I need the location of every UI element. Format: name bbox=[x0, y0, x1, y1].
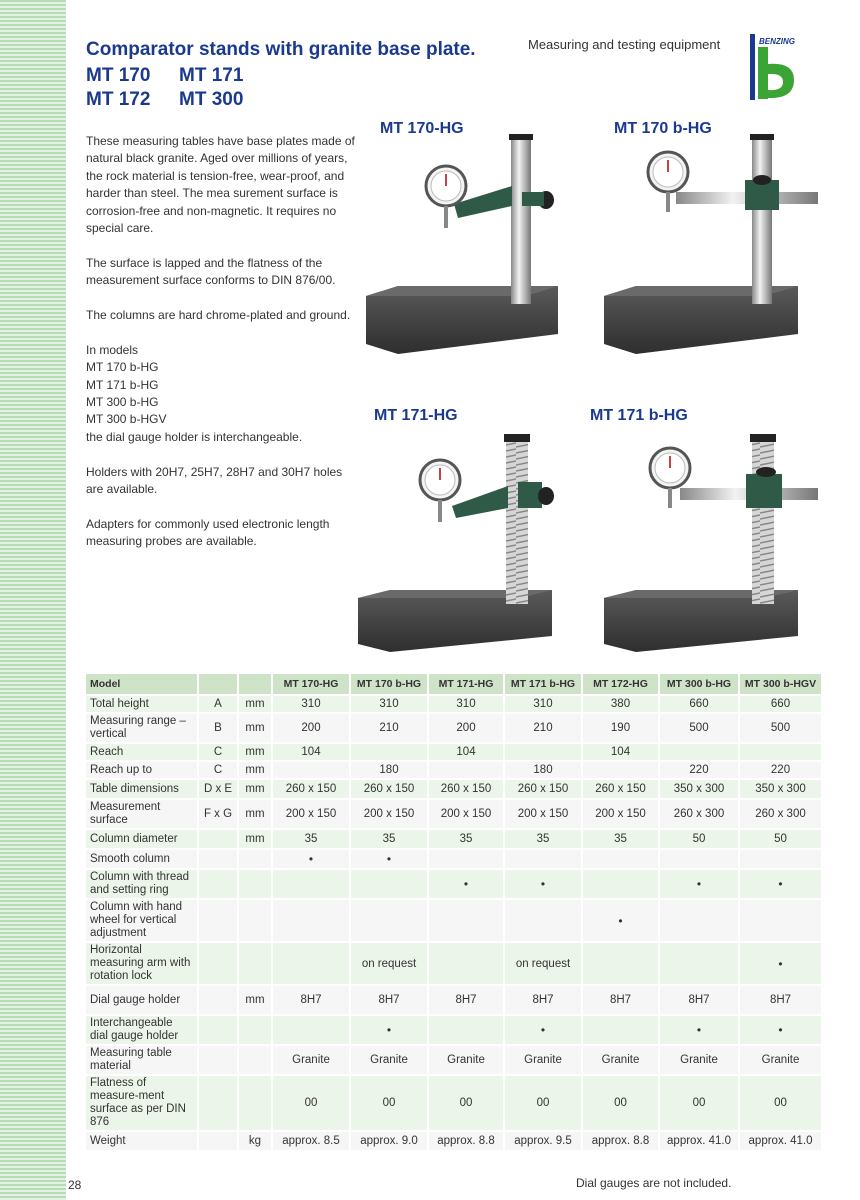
table-row bbox=[86, 1075, 822, 1131]
column-header: MT 300 b-HG bbox=[659, 674, 739, 695]
row-code: C bbox=[198, 761, 238, 779]
feature-dot: • bbox=[739, 869, 822, 899]
row-code bbox=[198, 849, 238, 869]
table-cell: 380 bbox=[582, 695, 659, 713]
footnote: Dial gauges are not included. bbox=[576, 1176, 732, 1190]
table-cell: 104 bbox=[428, 743, 504, 761]
product-image-mt170-b-hg bbox=[600, 128, 822, 360]
column-header: MT 172-HG bbox=[582, 674, 659, 695]
table-cell: 00 bbox=[272, 1075, 350, 1131]
row-label: Weight bbox=[86, 1131, 198, 1151]
table-cell: approx. 9.5 bbox=[504, 1131, 582, 1151]
table-cell: on request bbox=[504, 942, 582, 985]
table-cell: Granite bbox=[504, 1045, 582, 1075]
product-title: MT 171 b-HG bbox=[590, 407, 688, 424]
description-paragraph: The surface is lapped and the flatness of the measurement surface conforms to DIN 876/00. bbox=[86, 255, 336, 288]
row-code: D x E bbox=[198, 779, 238, 799]
product-description bbox=[86, 133, 361, 568]
table-cell: 260 x 150 bbox=[428, 779, 504, 799]
row-unit: mm bbox=[238, 799, 272, 829]
column-header: MT 170-HG bbox=[272, 674, 350, 695]
row-label: Flatness of measure-ment surface as per DIN 876 bbox=[86, 1075, 198, 1131]
table-cell: 500 bbox=[739, 713, 822, 743]
description-paragraph: The columns are hard chrome-plated and ground. bbox=[86, 308, 351, 323]
row-code: A bbox=[198, 695, 238, 713]
model-name: MT 300 bbox=[179, 89, 244, 110]
list-line: MT 170 b-HG bbox=[86, 360, 159, 375]
row-label: Reach up to bbox=[86, 761, 198, 779]
table-cell: 190 bbox=[582, 713, 659, 743]
list-line: MT 171 b-HG bbox=[86, 377, 159, 392]
table-cell: 8H7 bbox=[428, 985, 504, 1015]
table-cell: 260 x 300 bbox=[739, 799, 822, 829]
row-unit bbox=[238, 869, 272, 899]
table-cell: 260 x 150 bbox=[582, 779, 659, 799]
table-cell bbox=[350, 869, 428, 899]
table-cell: approx. 8.8 bbox=[582, 1131, 659, 1151]
row-label: Measuring range – vertical bbox=[86, 713, 198, 743]
table-cell: 200 x 150 bbox=[272, 799, 350, 829]
table-cell bbox=[659, 849, 739, 869]
table-cell: 00 bbox=[659, 1075, 739, 1131]
table-cell: 00 bbox=[739, 1075, 822, 1131]
table-cell: 350 x 300 bbox=[739, 779, 822, 799]
row-code bbox=[198, 942, 238, 985]
row-code bbox=[198, 829, 238, 849]
feature-dot: • bbox=[659, 869, 739, 899]
table-row bbox=[86, 1045, 822, 1075]
table-cell bbox=[659, 743, 739, 761]
table-cell: 210 bbox=[350, 713, 428, 743]
table-cell: 220 bbox=[659, 761, 739, 779]
table-row bbox=[86, 985, 822, 1015]
description-paragraph: Adapters for commonly used electronic length measuring probes are available. bbox=[86, 516, 330, 549]
product-image-mt170-hg bbox=[362, 128, 562, 360]
table-cell bbox=[272, 761, 350, 779]
row-unit bbox=[238, 849, 272, 869]
table-cell: 220 bbox=[739, 761, 822, 779]
table-cell: approx. 41.0 bbox=[659, 1131, 739, 1151]
table-cell: 350 x 300 bbox=[659, 779, 739, 799]
column-header: Model bbox=[86, 674, 198, 695]
table-cell: 8H7 bbox=[504, 985, 582, 1015]
table-cell: 35 bbox=[350, 829, 428, 849]
feature-dot: • bbox=[582, 899, 659, 942]
column-header: MT 171-HG bbox=[428, 674, 504, 695]
table-cell: 260 x 150 bbox=[504, 779, 582, 799]
row-label: Column diameter bbox=[86, 829, 198, 849]
table-cell: 8H7 bbox=[739, 985, 822, 1015]
row-label: Reach bbox=[86, 743, 198, 761]
table-cell: on request bbox=[350, 942, 428, 985]
table-cell: 200 bbox=[428, 713, 504, 743]
row-code bbox=[198, 1015, 238, 1045]
feature-dot: • bbox=[504, 1015, 582, 1045]
row-code bbox=[198, 899, 238, 942]
feature-dot: • bbox=[504, 869, 582, 899]
row-label: Total height bbox=[86, 695, 198, 713]
row-unit: mm bbox=[238, 829, 272, 849]
list-line: MT 300 b-HG bbox=[86, 395, 159, 410]
table-cell bbox=[659, 942, 739, 985]
product-title: MT 170-HG bbox=[380, 120, 464, 137]
table-cell: 00 bbox=[350, 1075, 428, 1131]
table-cell: 180 bbox=[350, 761, 428, 779]
row-label: Measurement surface bbox=[86, 799, 198, 829]
table-cell: 35 bbox=[428, 829, 504, 849]
table-row bbox=[86, 799, 822, 829]
table-row bbox=[86, 713, 822, 743]
table-cell: 00 bbox=[504, 1075, 582, 1131]
row-code bbox=[198, 1045, 238, 1075]
table-cell bbox=[272, 1015, 350, 1045]
table-cell bbox=[272, 899, 350, 942]
feature-dot: • bbox=[659, 1015, 739, 1045]
row-label: Dial gauge holder bbox=[86, 985, 198, 1015]
table-cell: 35 bbox=[582, 829, 659, 849]
table-cell: 104 bbox=[582, 743, 659, 761]
table-cell bbox=[428, 849, 504, 869]
table-cell bbox=[739, 899, 822, 942]
svg-text:BENZING: BENZING bbox=[759, 37, 795, 46]
feature-dot: • bbox=[739, 1015, 822, 1045]
product-title: MT 171-HG bbox=[374, 407, 458, 424]
list-line: the dial gauge holder is interchangeable. bbox=[86, 429, 303, 444]
table-cell: 200 bbox=[272, 713, 350, 743]
category-label: Measuring and testing equipment bbox=[528, 37, 721, 52]
table-cell: 200 x 150 bbox=[350, 799, 428, 829]
page-number: 28 bbox=[68, 1178, 82, 1192]
table-cell: 200 x 150 bbox=[504, 799, 582, 829]
product-image-mt171-b-hg bbox=[600, 430, 822, 658]
list-line: In models bbox=[86, 342, 139, 357]
table-cell: approx. 8.5 bbox=[272, 1131, 350, 1151]
feature-dot: • bbox=[350, 1015, 428, 1045]
table-cell: 104 bbox=[272, 743, 350, 761]
table-cell: Granite bbox=[272, 1045, 350, 1075]
description-paragraph: Holders with 20H7, 25H7, 28H7 and 30H7 holes are available. bbox=[86, 464, 343, 497]
table-cell bbox=[350, 899, 428, 942]
table-cell: approx. 9.0 bbox=[350, 1131, 428, 1151]
table-cell: 200 x 150 bbox=[582, 799, 659, 829]
table-row bbox=[86, 695, 822, 713]
table-cell: 310 bbox=[504, 695, 582, 713]
table-cell: 00 bbox=[428, 1075, 504, 1131]
table-cell: 35 bbox=[504, 829, 582, 849]
benzing-logo bbox=[750, 34, 800, 102]
table-cell bbox=[582, 1015, 659, 1045]
table-cell bbox=[350, 743, 428, 761]
table-cell bbox=[428, 761, 504, 779]
decorative-side-stripe bbox=[0, 0, 66, 1200]
row-unit bbox=[238, 942, 272, 985]
table-row bbox=[86, 1131, 822, 1151]
feature-dot: • bbox=[272, 849, 350, 869]
table-row bbox=[86, 761, 822, 779]
table-cell: 500 bbox=[659, 713, 739, 743]
table-cell: 200 x 150 bbox=[428, 799, 504, 829]
table-cell: Granite bbox=[739, 1045, 822, 1075]
table-cell: 260 x 300 bbox=[659, 799, 739, 829]
row-label: Interchangeable dial gauge holder bbox=[86, 1015, 198, 1045]
table-cell: Granite bbox=[350, 1045, 428, 1075]
table-cell bbox=[659, 899, 739, 942]
feature-dot: • bbox=[739, 942, 822, 985]
table-cell: 8H7 bbox=[350, 985, 428, 1015]
row-label: Horizontal measuring arm with rotation lock bbox=[86, 942, 198, 985]
table-row bbox=[86, 849, 822, 869]
row-code: F x G bbox=[198, 799, 238, 829]
table-cell: 00 bbox=[582, 1075, 659, 1131]
table-row bbox=[86, 1015, 822, 1045]
table-row bbox=[86, 743, 822, 761]
table-cell: 310 bbox=[350, 695, 428, 713]
table-cell bbox=[582, 869, 659, 899]
table-cell bbox=[428, 1015, 504, 1045]
row-label: Column with thread and setting ring bbox=[86, 869, 198, 899]
description-paragraph: These measuring tables have base plates made of natural black granite. Aged over millions of years, the rock material is tension-free, wear-proof, and harder than steel. The mea surement surface is corrosion-free and non-magnetic. It requires no special care. bbox=[86, 134, 355, 236]
table-cell: 210 bbox=[504, 713, 582, 743]
row-unit: mm bbox=[238, 985, 272, 1015]
row-unit: mm bbox=[238, 695, 272, 713]
table-cell bbox=[504, 849, 582, 869]
model-list bbox=[86, 64, 272, 112]
row-code bbox=[198, 869, 238, 899]
table-cell: 310 bbox=[272, 695, 350, 713]
specification-table bbox=[86, 674, 823, 1152]
column-header: MT 171 b-HG bbox=[504, 674, 582, 695]
row-unit: mm bbox=[238, 713, 272, 743]
table-cell: 260 x 150 bbox=[272, 779, 350, 799]
model-name: MT 172 bbox=[86, 89, 151, 110]
table-cell: 8H7 bbox=[272, 985, 350, 1015]
table-cell: Granite bbox=[428, 1045, 504, 1075]
table-cell bbox=[739, 849, 822, 869]
table-cell bbox=[582, 942, 659, 985]
table-cell bbox=[428, 899, 504, 942]
column-header: MT 170 b-HG bbox=[350, 674, 428, 695]
table-cell bbox=[428, 942, 504, 985]
row-unit bbox=[238, 1045, 272, 1075]
row-label: Measuring table material bbox=[86, 1045, 198, 1075]
row-unit: kg bbox=[238, 1131, 272, 1151]
list-line: MT 300 b-HGV bbox=[86, 412, 167, 427]
table-cell: 180 bbox=[504, 761, 582, 779]
table-cell: 35 bbox=[272, 829, 350, 849]
table-row bbox=[86, 899, 822, 942]
product-image-mt171-hg bbox=[356, 430, 556, 658]
table-cell: approx. 41.0 bbox=[739, 1131, 822, 1151]
table-row bbox=[86, 779, 822, 799]
table-row bbox=[86, 942, 822, 985]
product-title: MT 170 b-HG bbox=[614, 120, 712, 137]
row-label: Smooth column bbox=[86, 849, 198, 869]
table-cell: 50 bbox=[739, 829, 822, 849]
table-cell bbox=[272, 869, 350, 899]
table-header-row bbox=[86, 674, 822, 695]
feature-dot: • bbox=[428, 869, 504, 899]
table-cell: Granite bbox=[659, 1045, 739, 1075]
table-row bbox=[86, 869, 822, 899]
row-code bbox=[198, 1075, 238, 1131]
row-code: B bbox=[198, 713, 238, 743]
table-cell bbox=[582, 849, 659, 869]
table-cell bbox=[504, 743, 582, 761]
table-cell: 8H7 bbox=[659, 985, 739, 1015]
table-cell bbox=[739, 743, 822, 761]
model-name: MT 171 bbox=[179, 65, 244, 86]
table-cell: approx. 8.8 bbox=[428, 1131, 504, 1151]
table-row bbox=[86, 829, 822, 849]
row-unit: mm bbox=[238, 761, 272, 779]
page-title: Comparator stands with granite base plate. bbox=[86, 39, 476, 60]
feature-dot: • bbox=[350, 849, 428, 869]
table-cell: 310 bbox=[428, 695, 504, 713]
table-cell bbox=[504, 899, 582, 942]
row-unit: mm bbox=[238, 779, 272, 799]
interchangeable-models-list bbox=[86, 342, 361, 446]
row-unit: mm bbox=[238, 743, 272, 761]
row-code: C bbox=[198, 743, 238, 761]
row-unit bbox=[238, 1075, 272, 1131]
row-code bbox=[198, 1131, 238, 1151]
table-cell: 8H7 bbox=[582, 985, 659, 1015]
table-cell: 660 bbox=[659, 695, 739, 713]
table-cell bbox=[272, 942, 350, 985]
table-cell: 260 x 150 bbox=[350, 779, 428, 799]
column-header: MT 300 b-HGV bbox=[739, 674, 822, 695]
row-code bbox=[198, 985, 238, 1015]
row-label: Table dimensions bbox=[86, 779, 198, 799]
row-label: Column with hand wheel for vertical adjustment bbox=[86, 899, 198, 942]
row-unit bbox=[238, 899, 272, 942]
table-cell: 660 bbox=[739, 695, 822, 713]
table-cell bbox=[582, 761, 659, 779]
row-unit bbox=[238, 1015, 272, 1045]
model-name: MT 170 bbox=[86, 65, 151, 86]
table-cell: Granite bbox=[582, 1045, 659, 1075]
table-cell: 50 bbox=[659, 829, 739, 849]
